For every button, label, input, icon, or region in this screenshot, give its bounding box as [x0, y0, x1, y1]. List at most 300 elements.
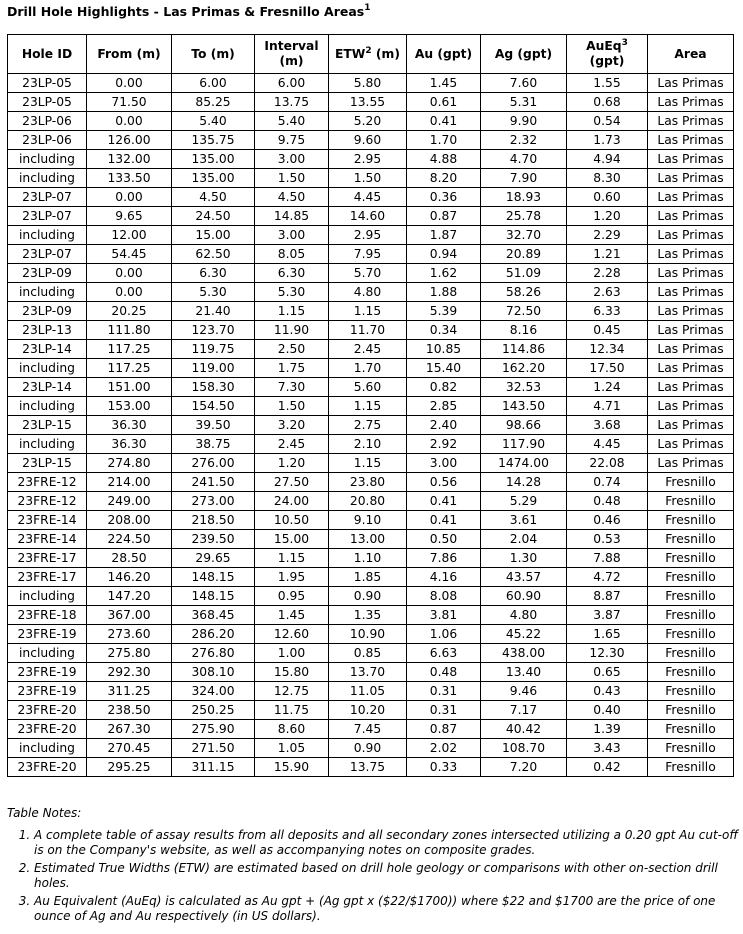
cell-au: 1.88: [407, 283, 481, 302]
cell-etw: 13.55: [329, 93, 407, 112]
cell-ag: 60.90: [481, 587, 567, 606]
cell-area: Las Primas: [648, 226, 734, 245]
cell-area: Fresnillo: [648, 568, 734, 587]
cell-area: Las Primas: [648, 93, 734, 112]
note-item: 2. Estimated True Widths (ETW) are estimated based on drill hole geology or comparisons with other on-section drill holes.: [34, 861, 743, 891]
cell-aueq: 4.94: [567, 150, 648, 169]
cell-interval: 6.00: [255, 74, 329, 93]
cell-interval: 15.90: [255, 758, 329, 777]
cell-aueq: 6.33: [567, 302, 648, 321]
cell-from: 367.00: [87, 606, 172, 625]
table-row: [8, 112, 734, 131]
table-row: [8, 587, 734, 606]
cell-area: Fresnillo: [648, 682, 734, 701]
cell-to: 135.75: [172, 131, 255, 150]
table-row: [8, 93, 734, 112]
cell-au: 5.39: [407, 302, 481, 321]
cell-hole-id: 23FRE-20: [8, 758, 87, 777]
cell-etw: 2.95: [329, 150, 407, 169]
table-row: [8, 207, 734, 226]
cell-aueq: 2.28: [567, 264, 648, 283]
cell-ag: 7.90: [481, 169, 567, 188]
cell-to: 158.30: [172, 378, 255, 397]
cell-au: 2.85: [407, 397, 481, 416]
table-row: [8, 549, 734, 568]
cell-area: Las Primas: [648, 435, 734, 454]
cell-aueq: 1.21: [567, 245, 648, 264]
cell-aueq: 3.68: [567, 416, 648, 435]
cell-ag: 51.09: [481, 264, 567, 283]
cell-ag: 108.70: [481, 739, 567, 758]
cell-au: 0.36: [407, 188, 481, 207]
table-row: [8, 454, 734, 473]
cell-area: Las Primas: [648, 378, 734, 397]
cell-interval: 11.75: [255, 701, 329, 720]
table-row: [8, 758, 734, 777]
cell-from: 0.00: [87, 283, 172, 302]
cell-from: 71.50: [87, 93, 172, 112]
cell-hole-id: 23LP-05: [8, 74, 87, 93]
cell-etw: 5.80: [329, 74, 407, 93]
cell-hole-id: including: [8, 397, 87, 416]
cell-hole-id: including: [8, 169, 87, 188]
cell-etw: 1.85: [329, 568, 407, 587]
cell-from: 28.50: [87, 549, 172, 568]
cell-aueq: 1.65: [567, 625, 648, 644]
cell-au: 0.48: [407, 663, 481, 682]
cell-au: 3.00: [407, 454, 481, 473]
cell-hole-id: 23FRE-17: [8, 549, 87, 568]
table-row: [8, 473, 734, 492]
cell-from: 208.00: [87, 511, 172, 530]
cell-interval: 5.30: [255, 283, 329, 302]
cell-etw: 11.05: [329, 682, 407, 701]
cell-to: 286.20: [172, 625, 255, 644]
cell-to: 276.00: [172, 454, 255, 473]
col-header-ag: Ag (gpt): [481, 35, 567, 74]
cell-au: 0.41: [407, 511, 481, 530]
cell-au: 1.45: [407, 74, 481, 93]
cell-hole-id: 23FRE-19: [8, 625, 87, 644]
cell-aueq: 8.87: [567, 587, 648, 606]
cell-to: 239.50: [172, 530, 255, 549]
cell-hole-id: including: [8, 359, 87, 378]
cell-aueq: 0.54: [567, 112, 648, 131]
cell-interval: 5.40: [255, 112, 329, 131]
cell-area: Fresnillo: [648, 758, 734, 777]
cell-au: 2.92: [407, 435, 481, 454]
cell-from: 151.00: [87, 378, 172, 397]
cell-to: 6.00: [172, 74, 255, 93]
cell-ag: 32.53: [481, 378, 567, 397]
table-row: [8, 245, 734, 264]
note-item: 1. A complete table of assay results from all deposits and all secondary zones intersected utilizing a 0.20 gpt Au cut-off is on the Company's website, as well as accompanying notes on composite grades.: [34, 828, 743, 858]
cell-ag: 5.31: [481, 93, 567, 112]
cell-etw: 7.95: [329, 245, 407, 264]
table-row: [8, 283, 734, 302]
cell-au: 0.56: [407, 473, 481, 492]
cell-ag: 20.89: [481, 245, 567, 264]
cell-aueq: 12.34: [567, 340, 648, 359]
cell-from: 117.25: [87, 340, 172, 359]
cell-aueq: 1.55: [567, 74, 648, 93]
cell-to: 218.50: [172, 511, 255, 530]
cell-etw: 13.00: [329, 530, 407, 549]
cell-aueq: 1.24: [567, 378, 648, 397]
col-header-from: From (m): [87, 35, 172, 74]
cell-ag: 2.04: [481, 530, 567, 549]
cell-to: 119.75: [172, 340, 255, 359]
cell-ag: 32.70: [481, 226, 567, 245]
cell-to: 6.30: [172, 264, 255, 283]
cell-to: 276.80: [172, 644, 255, 663]
cell-aueq: 1.73: [567, 131, 648, 150]
cell-hole-id: 23FRE-19: [8, 682, 87, 701]
cell-aueq: 12.30: [567, 644, 648, 663]
cell-interval: 3.00: [255, 150, 329, 169]
cell-interval: 4.50: [255, 188, 329, 207]
cell-au: 0.41: [407, 112, 481, 131]
cell-ag: 117.90: [481, 435, 567, 454]
cell-hole-id: including: [8, 644, 87, 663]
cell-to: 271.50: [172, 739, 255, 758]
cell-interval: 27.50: [255, 473, 329, 492]
cell-to: 85.25: [172, 93, 255, 112]
cell-to: 241.50: [172, 473, 255, 492]
cell-area: Las Primas: [648, 321, 734, 340]
cell-from: 147.20: [87, 587, 172, 606]
cell-interval: 8.05: [255, 245, 329, 264]
cell-to: 135.00: [172, 169, 255, 188]
cell-hole-id: including: [8, 739, 87, 758]
cell-area: Las Primas: [648, 359, 734, 378]
table-notes: [7, 828, 743, 927]
cell-area: Las Primas: [648, 340, 734, 359]
cell-hole-id: 23LP-07: [8, 207, 87, 226]
cell-hole-id: 23FRE-20: [8, 720, 87, 739]
cell-ag: 162.20: [481, 359, 567, 378]
cell-from: 0.00: [87, 188, 172, 207]
cell-area: Las Primas: [648, 112, 734, 131]
cell-hole-id: 23LP-15: [8, 454, 87, 473]
cell-au: 0.34: [407, 321, 481, 340]
col-header-hole-id: Hole ID: [8, 35, 87, 74]
page-title: [7, 4, 371, 19]
cell-hole-id: including: [8, 587, 87, 606]
notes-title: Table Notes:: [7, 806, 82, 820]
cell-ag: 58.26: [481, 283, 567, 302]
table-row: [8, 625, 734, 644]
cell-ag: 25.78: [481, 207, 567, 226]
cell-au: 0.31: [407, 682, 481, 701]
cell-hole-id: 23LP-09: [8, 264, 87, 283]
cell-interval: 11.90: [255, 321, 329, 340]
cell-area: Las Primas: [648, 150, 734, 169]
cell-interval: 1.45: [255, 606, 329, 625]
note-item: 3. Au Equivalent (AuEq) is calculated as Au gpt + (Ag gpt x ($22/$1700)) where $22 and $1700 are the price of one ounce of Ag and Au respectively (in US dollars).: [34, 894, 743, 924]
cell-from: 0.00: [87, 112, 172, 131]
cell-area: Las Primas: [648, 74, 734, 93]
cell-area: Fresnillo: [648, 720, 734, 739]
cell-ag: 13.40: [481, 663, 567, 682]
cell-etw: 9.60: [329, 131, 407, 150]
cell-interval: 13.75: [255, 93, 329, 112]
cell-aueq: 0.65: [567, 663, 648, 682]
cell-hole-id: 23LP-06: [8, 131, 87, 150]
cell-etw: 0.90: [329, 587, 407, 606]
cell-aueq: 0.40: [567, 701, 648, 720]
cell-aueq: 0.43: [567, 682, 648, 701]
cell-etw: 1.15: [329, 397, 407, 416]
cell-to: 368.45: [172, 606, 255, 625]
cell-au: 15.40: [407, 359, 481, 378]
cell-aueq: 0.46: [567, 511, 648, 530]
cell-au: 0.50: [407, 530, 481, 549]
cell-to: 273.00: [172, 492, 255, 511]
table-row: [8, 150, 734, 169]
table-row: [8, 321, 734, 340]
cell-interval: 15.00: [255, 530, 329, 549]
table-row: [8, 302, 734, 321]
cell-ag: 4.70: [481, 150, 567, 169]
cell-interval: 6.30: [255, 264, 329, 283]
cell-ag: 438.00: [481, 644, 567, 663]
cell-area: Fresnillo: [648, 625, 734, 644]
cell-hole-id: 23FRE-19: [8, 663, 87, 682]
cell-aueq: 22.08: [567, 454, 648, 473]
cell-from: 270.45: [87, 739, 172, 758]
cell-etw: 5.20: [329, 112, 407, 131]
cell-au: 4.16: [407, 568, 481, 587]
cell-etw: 1.35: [329, 606, 407, 625]
table-row: [8, 226, 734, 245]
cell-ag: 3.61: [481, 511, 567, 530]
cell-from: 249.00: [87, 492, 172, 511]
cell-aueq: 4.71: [567, 397, 648, 416]
cell-interval: 2.45: [255, 435, 329, 454]
cell-interval: 0.95: [255, 587, 329, 606]
cell-hole-id: 23FRE-17: [8, 568, 87, 587]
cell-from: 0.00: [87, 264, 172, 283]
table-row: [8, 397, 734, 416]
cell-hole-id: including: [8, 226, 87, 245]
cell-to: 123.70: [172, 321, 255, 340]
cell-area: Fresnillo: [648, 473, 734, 492]
cell-from: 133.50: [87, 169, 172, 188]
cell-ag: 7.60: [481, 74, 567, 93]
table-row: [8, 682, 734, 701]
col-header-etw: ETW$^2$ (m): [329, 35, 407, 74]
cell-etw: 0.85: [329, 644, 407, 663]
cell-etw: 1.15: [329, 454, 407, 473]
cell-from: 275.80: [87, 644, 172, 663]
cell-ag: 18.93: [481, 188, 567, 207]
cell-etw: 5.60: [329, 378, 407, 397]
cell-area: Las Primas: [648, 245, 734, 264]
cell-etw: 2.10: [329, 435, 407, 454]
cell-to: 5.40: [172, 112, 255, 131]
cell-from: 295.25: [87, 758, 172, 777]
cell-etw: 5.70: [329, 264, 407, 283]
cell-to: 275.90: [172, 720, 255, 739]
cell-hole-id: 23FRE-14: [8, 511, 87, 530]
cell-area: Fresnillo: [648, 530, 734, 549]
table-row: [8, 378, 734, 397]
table-row: [8, 131, 734, 150]
cell-to: 250.25: [172, 701, 255, 720]
cell-au: 3.81: [407, 606, 481, 625]
cell-hole-id: 23FRE-20: [8, 701, 87, 720]
table-header-row: [8, 35, 734, 74]
cell-from: 9.65: [87, 207, 172, 226]
cell-ag: 98.66: [481, 416, 567, 435]
cell-au: 0.87: [407, 207, 481, 226]
cell-au: 6.63: [407, 644, 481, 663]
cell-ag: 7.17: [481, 701, 567, 720]
table-row: [8, 663, 734, 682]
cell-to: 15.00: [172, 226, 255, 245]
cell-interval: 24.00: [255, 492, 329, 511]
cell-from: 146.20: [87, 568, 172, 587]
cell-etw: 4.45: [329, 188, 407, 207]
cell-area: Las Primas: [648, 283, 734, 302]
cell-to: 148.15: [172, 587, 255, 606]
cell-hole-id: 23FRE-14: [8, 530, 87, 549]
cell-au: 10.85: [407, 340, 481, 359]
cell-au: 1.06: [407, 625, 481, 644]
title-text: Drill Hole Highlights - Las Primas & Fresnillo Areas: [7, 4, 365, 19]
cell-area: Las Primas: [648, 188, 734, 207]
cell-hole-id: 23FRE-18: [8, 606, 87, 625]
cell-interval: 1.15: [255, 549, 329, 568]
cell-ag: 4.80: [481, 606, 567, 625]
cell-from: 20.25: [87, 302, 172, 321]
table-row: [8, 701, 734, 720]
cell-etw: 1.50: [329, 169, 407, 188]
table-row: [8, 511, 734, 530]
cell-ag: 45.22: [481, 625, 567, 644]
cell-interval: 10.50: [255, 511, 329, 530]
cell-to: 21.40: [172, 302, 255, 321]
cell-interval: 7.30: [255, 378, 329, 397]
cell-to: 62.50: [172, 245, 255, 264]
cell-aueq: 1.39: [567, 720, 648, 739]
col-header-area: Area: [648, 35, 734, 74]
cell-aueq: 0.45: [567, 321, 648, 340]
cell-au: 0.31: [407, 701, 481, 720]
cell-to: 29.65: [172, 549, 255, 568]
cell-etw: 14.60: [329, 207, 407, 226]
cell-hole-id: 23LP-15: [8, 416, 87, 435]
cell-au: 1.70: [407, 131, 481, 150]
cell-interval: 1.95: [255, 568, 329, 587]
cell-au: 0.41: [407, 492, 481, 511]
table-row: [8, 568, 734, 587]
table-row: [8, 644, 734, 663]
cell-ag: 9.46: [481, 682, 567, 701]
cell-aueq: 2.29: [567, 226, 648, 245]
cell-ag: 114.86: [481, 340, 567, 359]
cell-au: 1.62: [407, 264, 481, 283]
cell-from: 54.45: [87, 245, 172, 264]
cell-interval: 1.00: [255, 644, 329, 663]
cell-etw: 2.95: [329, 226, 407, 245]
cell-ag: 9.90: [481, 112, 567, 131]
cell-from: 117.25: [87, 359, 172, 378]
cell-aueq: 0.74: [567, 473, 648, 492]
cell-from: 36.30: [87, 435, 172, 454]
cell-from: 273.60: [87, 625, 172, 644]
cell-area: Las Primas: [648, 302, 734, 321]
cell-ag: 1.30: [481, 549, 567, 568]
cell-hole-id: 23FRE-12: [8, 473, 87, 492]
cell-to: 148.15: [172, 568, 255, 587]
cell-etw: 1.10: [329, 549, 407, 568]
cell-ag: 143.50: [481, 397, 567, 416]
cell-au: 8.08: [407, 587, 481, 606]
cell-from: 267.30: [87, 720, 172, 739]
cell-hole-id: 23LP-07: [8, 245, 87, 264]
cell-aueq: 4.45: [567, 435, 648, 454]
cell-au: 0.82: [407, 378, 481, 397]
cell-ag: 40.42: [481, 720, 567, 739]
cell-aueq: 1.20: [567, 207, 648, 226]
cell-ag: 1474.00: [481, 454, 567, 473]
cell-etw: 4.80: [329, 283, 407, 302]
table-row: [8, 359, 734, 378]
cell-from: 12.00: [87, 226, 172, 245]
cell-area: Las Primas: [648, 454, 734, 473]
cell-to: 324.00: [172, 682, 255, 701]
cell-interval: 8.60: [255, 720, 329, 739]
cell-from: 132.00: [87, 150, 172, 169]
cell-from: 224.50: [87, 530, 172, 549]
col-header-interval: Interval (m): [255, 35, 329, 74]
cell-from: 126.00: [87, 131, 172, 150]
cell-au: 0.87: [407, 720, 481, 739]
col-header-au: Au (gpt): [407, 35, 481, 74]
cell-area: Fresnillo: [648, 492, 734, 511]
cell-area: Las Primas: [648, 264, 734, 283]
cell-to: 38.75: [172, 435, 255, 454]
cell-aueq: 4.72: [567, 568, 648, 587]
cell-from: 214.00: [87, 473, 172, 492]
cell-from: 153.00: [87, 397, 172, 416]
cell-aueq: 8.30: [567, 169, 648, 188]
cell-au: 0.33: [407, 758, 481, 777]
cell-hole-id: 23LP-06: [8, 112, 87, 131]
cell-aueq: 3.87: [567, 606, 648, 625]
cell-interval: 2.50: [255, 340, 329, 359]
cell-etw: 23.80: [329, 473, 407, 492]
cell-au: 0.94: [407, 245, 481, 264]
cell-ag: 43.57: [481, 568, 567, 587]
cell-hole-id: 23LP-09: [8, 302, 87, 321]
table-row: [8, 169, 734, 188]
cell-to: 308.10: [172, 663, 255, 682]
cell-au: 1.87: [407, 226, 481, 245]
cell-hole-id: 23LP-05: [8, 93, 87, 112]
cell-area: Fresnillo: [648, 644, 734, 663]
col-header-to: To (m): [172, 35, 255, 74]
cell-interval: 1.15: [255, 302, 329, 321]
cell-aueq: 0.53: [567, 530, 648, 549]
cell-area: Fresnillo: [648, 701, 734, 720]
cell-au: 7.86: [407, 549, 481, 568]
cell-ag: 8.16: [481, 321, 567, 340]
cell-area: Las Primas: [648, 207, 734, 226]
cell-etw: 20.80: [329, 492, 407, 511]
